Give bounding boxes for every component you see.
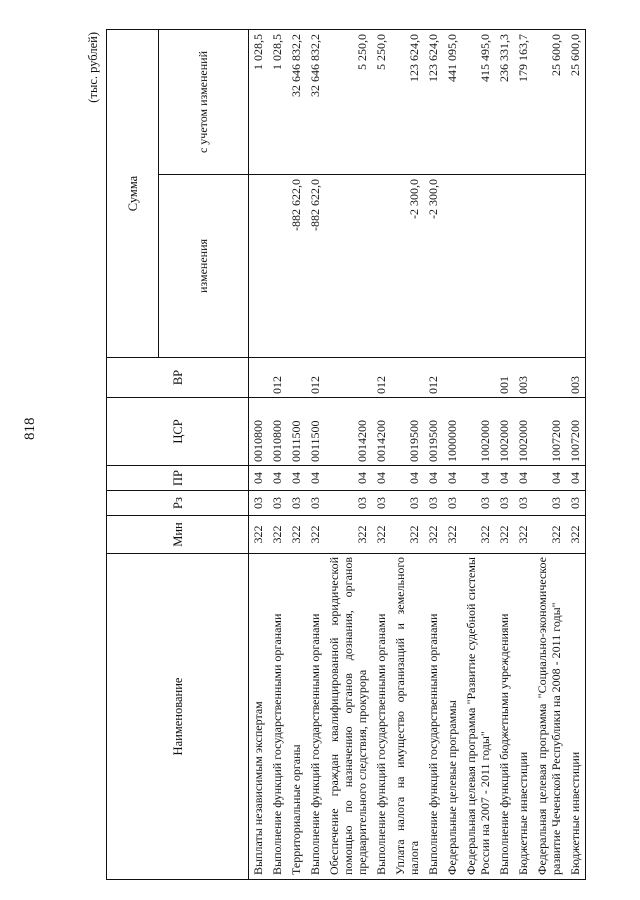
row-name: Выполнение функций государственными органами: [372, 554, 391, 880]
row-rz: 03: [566, 491, 586, 516]
budget-table: [106, 29, 586, 880]
table-row: [372, 30, 391, 880]
row-min: 322: [287, 516, 306, 554]
table-row: [566, 30, 586, 880]
row-change: [268, 175, 287, 358]
row-rz: 03: [287, 491, 306, 516]
row-total: 5 250,0: [325, 30, 372, 175]
table-row: [249, 30, 269, 880]
row-name: Выплаты независимым экспертам: [249, 554, 269, 880]
row-rz: 03: [306, 491, 325, 516]
table-row: [424, 30, 443, 880]
row-name: Бюджетные инвестиции: [514, 554, 533, 880]
row-csr: 0019500: [391, 398, 424, 466]
row-name: Уплата налога на имущество организаций и земельного налога: [391, 554, 424, 880]
row-vr: [391, 358, 424, 398]
row-min: 322: [325, 516, 372, 554]
row-vr: [533, 358, 566, 398]
table-row: [268, 30, 287, 880]
row-name: Обеспечение граждан квалифицированной юридической помощью по назначению органов дознания, органов предварительного следствия, прокурора: [325, 554, 372, 880]
row-csr: 0019500: [424, 398, 443, 466]
table-body: [249, 30, 586, 880]
row-total: 123 624,0: [424, 30, 443, 175]
table-row: [306, 30, 325, 880]
row-csr: 1002000: [495, 398, 514, 466]
row-rz: 03: [325, 491, 372, 516]
header-pr: ПР: [107, 466, 249, 491]
header-with-change: с учетом изменений: [159, 30, 249, 175]
row-change: [533, 175, 566, 358]
row-csr: 1000000: [443, 398, 462, 466]
row-rz: 03: [495, 491, 514, 516]
row-vr: 012: [424, 358, 443, 398]
row-total: 441 095,0: [443, 30, 462, 175]
row-csr: 1007200: [533, 398, 566, 466]
row-min: 322: [443, 516, 462, 554]
row-vr: 012: [268, 358, 287, 398]
row-min: 322: [306, 516, 325, 554]
header-csr: ЦСР: [107, 398, 249, 466]
row-min: 322: [391, 516, 424, 554]
row-pr: 04: [287, 466, 306, 491]
row-change: [249, 175, 269, 358]
row-total: 1 028,5: [249, 30, 269, 175]
row-pr: 04: [514, 466, 533, 491]
row-pr: 04: [325, 466, 372, 491]
row-min: 322: [514, 516, 533, 554]
row-min: 322: [249, 516, 269, 554]
row-total: 123 624,0: [391, 30, 424, 175]
row-name: Федеральная целевая программа "Развитие судебной системы России на 2007 - 2011 годы": [462, 554, 495, 880]
row-change: -882 622,0: [306, 175, 325, 358]
row-rz: 03: [424, 491, 443, 516]
row-change: [325, 175, 372, 358]
row-name: Бюджетные инвестиции: [566, 554, 586, 880]
row-vr: [249, 358, 269, 398]
rotated-page-content: [80, 30, 620, 880]
row-name: Выполнение функций государственными органами: [268, 554, 287, 880]
row-change: [443, 175, 462, 358]
row-min: 322: [424, 516, 443, 554]
table-row: [533, 30, 566, 880]
row-rz: 03: [372, 491, 391, 516]
row-pr: 04: [268, 466, 287, 491]
row-rz: 03: [268, 491, 287, 516]
row-vr: 003: [566, 358, 586, 398]
table-header: [107, 30, 249, 880]
row-min: 322: [566, 516, 586, 554]
row-csr: 0010800: [249, 398, 269, 466]
row-csr: 1007200: [566, 398, 586, 466]
table-row: [462, 30, 495, 880]
row-vr: [462, 358, 495, 398]
row-csr: 1002000: [462, 398, 495, 466]
table-row: [391, 30, 424, 880]
row-pr: 04: [424, 466, 443, 491]
row-total: 1 028,5: [268, 30, 287, 175]
row-name: Федеральные целевые программы: [443, 554, 462, 880]
row-csr: 0014200: [372, 398, 391, 466]
row-vr: 012: [372, 358, 391, 398]
row-vr: [443, 358, 462, 398]
row-pr: 04: [443, 466, 462, 491]
row-min: 322: [462, 516, 495, 554]
row-vr: 003: [514, 358, 533, 398]
table-row: [287, 30, 306, 880]
row-change: [462, 175, 495, 358]
row-total: 415 495,0: [462, 30, 495, 175]
row-pr: 04: [462, 466, 495, 491]
row-name: Выполнение функций бюджетными учреждениями: [495, 554, 514, 880]
row-rz: 03: [533, 491, 566, 516]
row-change: [514, 175, 533, 358]
row-change: [495, 175, 514, 358]
row-min: 322: [533, 516, 566, 554]
units-note: (тыс. рублей): [86, 32, 100, 103]
header-sum: Сумма: [107, 30, 159, 358]
row-total: 236 331,3: [495, 30, 514, 175]
row-min: 322: [268, 516, 287, 554]
row-rz: 03: [443, 491, 462, 516]
row-csr: 1002000: [514, 398, 533, 466]
row-total: 25 600,0: [566, 30, 586, 175]
row-csr: 0011500: [287, 398, 306, 466]
row-change: -2 300,0: [424, 175, 443, 358]
row-pr: 04: [495, 466, 514, 491]
row-vr: 001: [495, 358, 514, 398]
page-number: 818: [22, 417, 38, 440]
row-total: 32 646 832,2: [306, 30, 325, 175]
row-min: 322: [495, 516, 514, 554]
table-row: [325, 30, 372, 880]
header-name: Наименование: [107, 554, 249, 880]
row-rz: 03: [249, 491, 269, 516]
row-rz: 03: [514, 491, 533, 516]
row-rz: 03: [462, 491, 495, 516]
header-vr: ВР: [107, 358, 249, 398]
row-pr: 04: [533, 466, 566, 491]
row-pr: 04: [391, 466, 424, 491]
row-pr: 04: [566, 466, 586, 491]
row-total: 32 646 832,2: [287, 30, 306, 175]
row-name: Федеральная целевая программа "Социально-экономическое развитие Чеченской Республики на 2008 - 2011 годы": [533, 554, 566, 880]
row-min: 322: [372, 516, 391, 554]
row-pr: 04: [306, 466, 325, 491]
row-change: [566, 175, 586, 358]
row-change: -2 300,0: [391, 175, 424, 358]
row-change: -882 622,0: [287, 175, 306, 358]
row-change: [372, 175, 391, 358]
row-csr: 0010800: [268, 398, 287, 466]
header-min: Мин: [107, 516, 249, 554]
row-csr: 0014200: [325, 398, 372, 466]
row-pr: 04: [372, 466, 391, 491]
row-vr: 012: [306, 358, 325, 398]
row-vr: [325, 358, 372, 398]
table-row: [495, 30, 514, 880]
row-pr: 04: [249, 466, 269, 491]
row-rz: 03: [391, 491, 424, 516]
row-total: 25 600,0: [533, 30, 566, 175]
row-vr: [287, 358, 306, 398]
row-csr: 0011500: [306, 398, 325, 466]
row-total: 179 163,7: [514, 30, 533, 175]
row-name: Выполнение функций государственными органами: [306, 554, 325, 880]
table-row: [514, 30, 533, 880]
table-row: [443, 30, 462, 880]
row-name: Выполнение функций государственными органами: [424, 554, 443, 880]
row-total: 5 250,0: [372, 30, 391, 175]
header-rz: Рз: [107, 491, 249, 516]
header-change: изменения: [159, 175, 249, 358]
row-name: Территориальные органы: [287, 554, 306, 880]
